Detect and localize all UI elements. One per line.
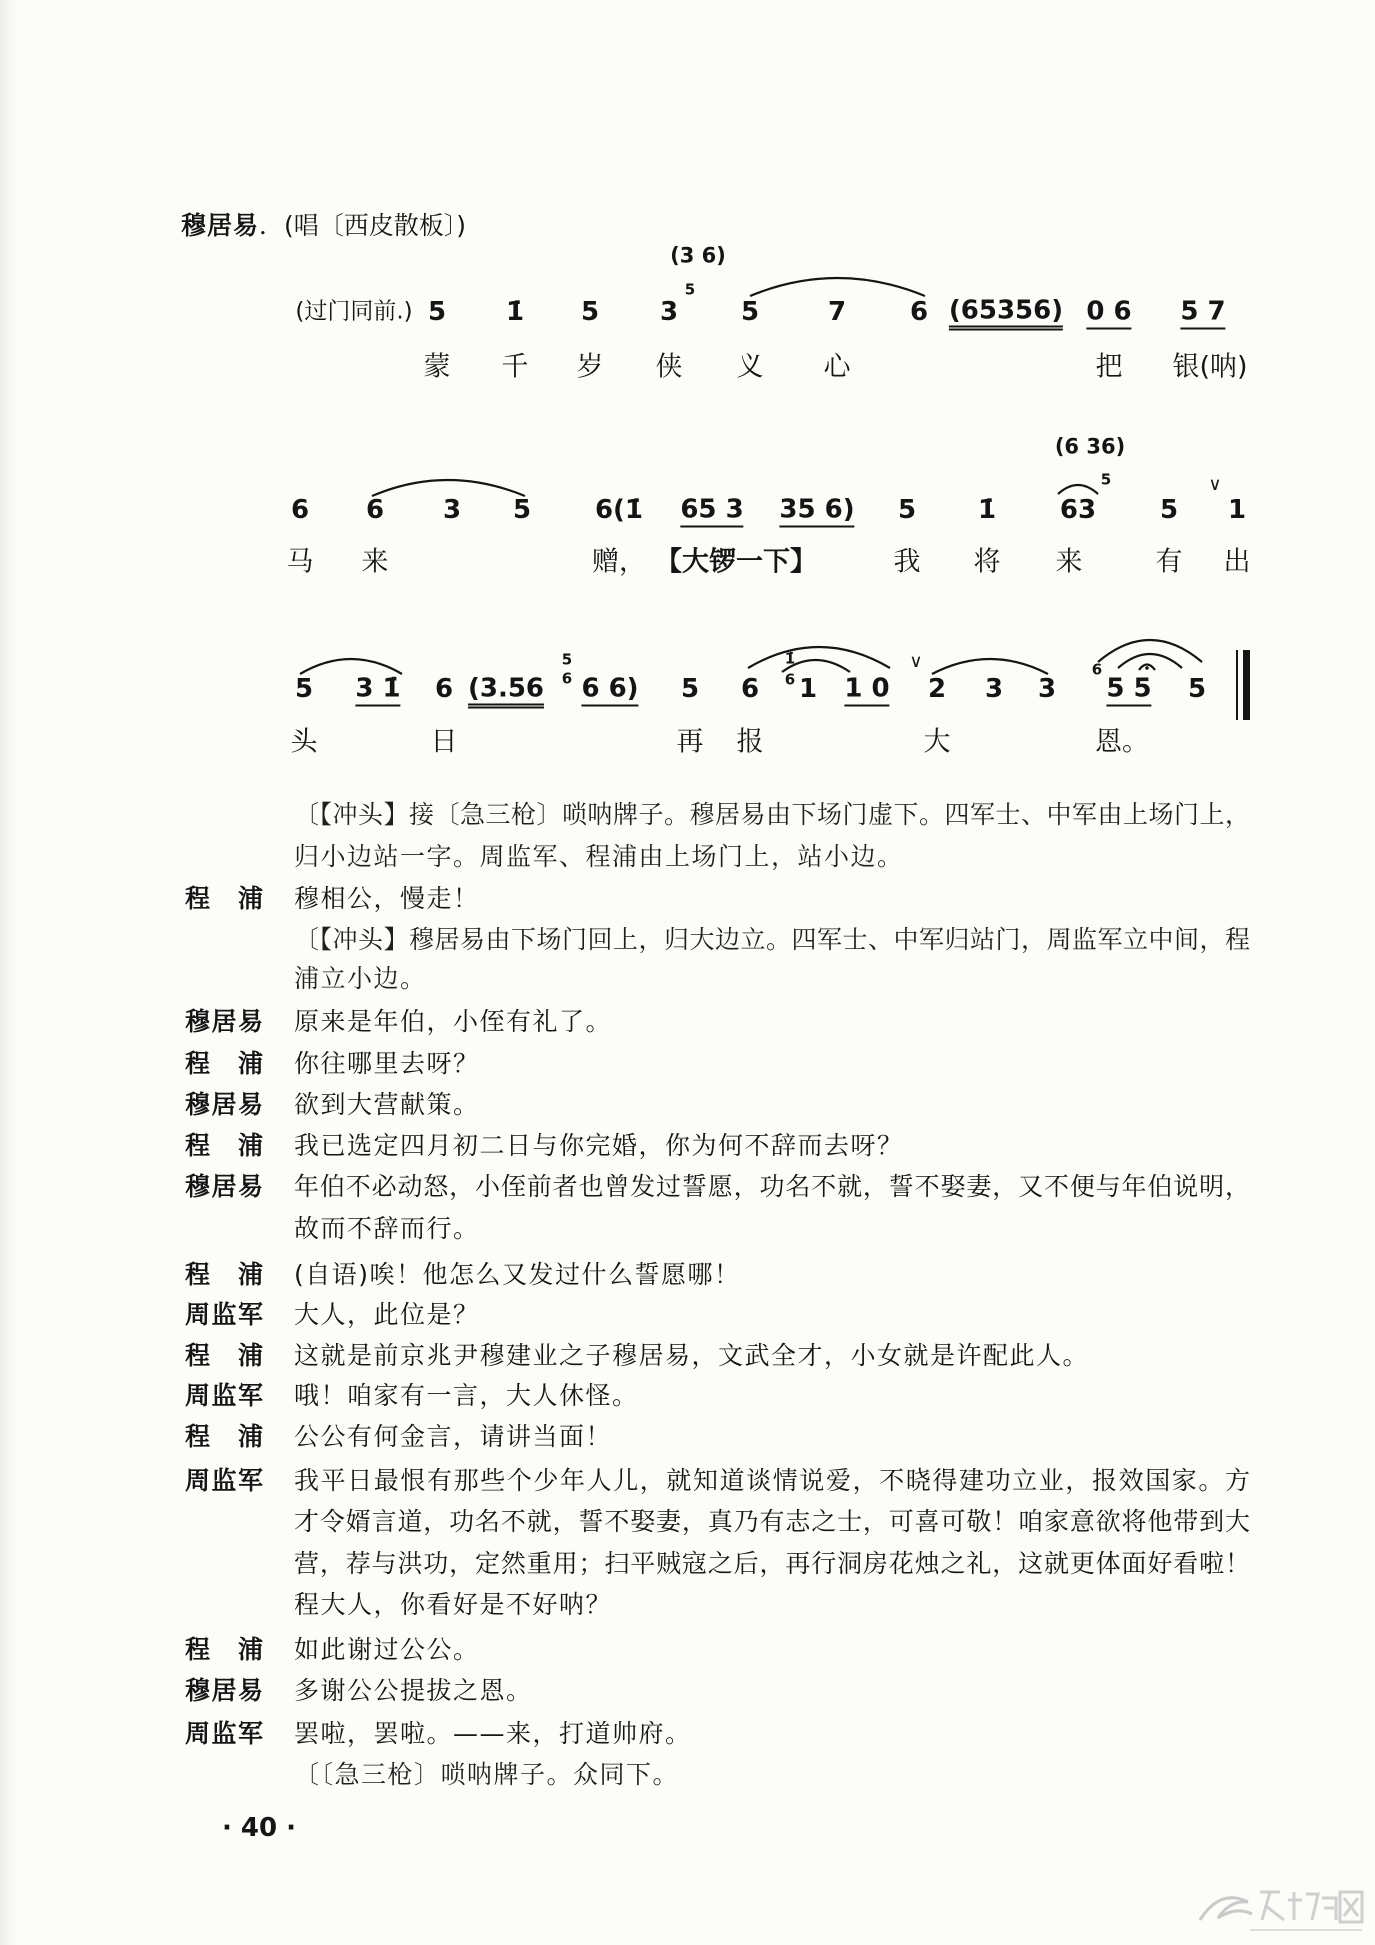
score-note-group: 35 6) xyxy=(779,497,854,528)
heading-speaker: 穆居易 xyxy=(181,211,260,240)
dialogue-line: 我已选定四月初二日与你完婚，你为何不辞而去呀？ xyxy=(294,1131,904,1160)
score-note: 6 xyxy=(290,495,310,525)
fermata-dot xyxy=(1145,666,1149,670)
dialogue-line: 故而不辞而行。 xyxy=(294,1214,480,1243)
dialogue-line: 原来是年伯，小侄有礼了。 xyxy=(294,1007,613,1036)
score-note-group: (3.56 xyxy=(468,676,544,709)
page-number: · 40 · xyxy=(222,1813,297,1843)
lyric: 头 xyxy=(290,726,318,758)
score-note: 6 xyxy=(365,495,385,525)
lyric: 心 xyxy=(823,351,851,383)
dialogue-line: 罢啦，罢啦。——来，打道帅府。 xyxy=(294,1719,692,1748)
aria-heading xyxy=(181,206,466,246)
score-note: 5 xyxy=(1159,495,1179,525)
grace-note: 5 xyxy=(1100,470,1112,489)
grace-note: 1̇ xyxy=(784,649,796,668)
score-note: 5 xyxy=(427,297,447,327)
lyric: 蒙 xyxy=(423,351,451,383)
dialogue-line: 穆相公，慢走！ xyxy=(294,884,480,913)
score-note: 3 xyxy=(984,674,1004,704)
lyric: 千 xyxy=(501,351,529,383)
grace-note: 6 xyxy=(784,670,796,689)
speaker-name: 程 浦 xyxy=(185,884,263,913)
slur xyxy=(1058,485,1098,494)
dialogue-line: 如此谢过公公。 xyxy=(294,1635,480,1664)
score-note-group: 63 xyxy=(1059,495,1097,525)
lyric: 恩。 xyxy=(1095,726,1149,758)
lyric: 报 xyxy=(736,726,764,758)
speaker-name: 程 浦 xyxy=(185,1341,263,1370)
speaker-name: 周监军 xyxy=(185,1466,263,1495)
lyric: 我 xyxy=(893,546,921,578)
breath-mark-icon: ∨ xyxy=(909,651,923,672)
lyric: 将 xyxy=(973,546,1001,578)
lyric: 马 xyxy=(286,546,314,578)
slur xyxy=(748,647,890,668)
score-note: 6 xyxy=(434,674,454,704)
stage-direction: 归小边站一字。周监军、程浦由上场门上，站小边。 xyxy=(294,842,904,871)
score-note: 5 xyxy=(294,674,314,704)
score-note: 3 xyxy=(442,495,462,525)
score-note: 5 xyxy=(580,297,600,327)
dialogue-line: 大人，此位是？ xyxy=(294,1300,480,1329)
dialogue-line: 欲到大营献策。 xyxy=(294,1090,480,1119)
score-note: 1̇ xyxy=(505,297,525,327)
lyric: 银(呐) xyxy=(1172,351,1248,383)
speaker-name: 穆居易 xyxy=(185,1090,263,1119)
score-note: 5 xyxy=(680,674,700,704)
grace-note: 5 xyxy=(684,280,696,299)
score-note-group: 0 6 xyxy=(1086,299,1131,330)
score-note-group: 6 6) xyxy=(581,676,638,707)
speaker-name: 穆居易 xyxy=(185,1007,263,1036)
lyric: 日 xyxy=(430,726,458,758)
lyric: 来 xyxy=(361,546,389,578)
speaker-name: 穆居易 xyxy=(185,1676,263,1705)
dialogue-line: 公公有何金言，请讲当面！ xyxy=(294,1422,613,1451)
stage-direction: 〔【冲头】穆居易由下场门回上，归大边立。四军士、中军归站门，周监军立中间，程 xyxy=(294,925,1250,954)
slur xyxy=(300,659,402,674)
speaker-name: 程 浦 xyxy=(185,1131,263,1160)
score-note: 1̇ xyxy=(977,495,997,525)
grace-note: 6 xyxy=(561,669,573,688)
score-note-group: 5 5 xyxy=(1106,676,1151,707)
dialogue-line: 我平日最恨有那些个少年人儿，就知道谈情说爱，不晓得建功立业，报效国家。方 xyxy=(294,1466,1250,1495)
dialogue-line: 多谢公公提拔之恩。 xyxy=(294,1676,533,1705)
score-note: 5 xyxy=(1187,674,1207,704)
stage-direction: 〔〔急三枪〕唢呐牌子。众同下。 xyxy=(294,1760,680,1789)
fermata-icon xyxy=(1139,665,1155,671)
slur xyxy=(932,659,1048,674)
lyric: 有 xyxy=(1155,546,1183,578)
dialogue-line: 哦！咱家有一言，大人休怪。 xyxy=(294,1381,639,1410)
score-note-group: 6(1̇ xyxy=(594,495,644,525)
lyric: 来 xyxy=(1055,546,1083,578)
dialogue-line: 才令婿言道，功名不就，誓不娶妻，真乃有志之士，可喜可敬！咱家意欲将他带到大 xyxy=(294,1507,1250,1536)
score-note: 5 xyxy=(512,495,532,525)
score-note: 1 xyxy=(798,674,818,704)
speaker-name: 穆居易 xyxy=(185,1172,263,1201)
heading-direction: ．(唱〔西皮散板〕) xyxy=(259,211,467,240)
lyric: 义 xyxy=(736,351,764,383)
speaker-name: 周监军 xyxy=(185,1719,263,1748)
stage-direction: 〔【冲头】接〔急三枪〕唢呐牌子。穆居易由下场门虚下。四军士、中军由上场门上， xyxy=(294,800,1250,829)
lyric: 把 xyxy=(1095,351,1123,383)
score-annotation: (6 36) xyxy=(1054,434,1126,459)
score-note: 6 xyxy=(740,674,760,704)
speaker-name: 周监军 xyxy=(185,1381,263,1410)
score-note-group: (65356) xyxy=(949,298,1063,331)
lyric: 再 xyxy=(676,726,704,758)
slur xyxy=(372,480,525,496)
score-note-group: 3 1̇ xyxy=(355,676,400,707)
barline-thick xyxy=(1243,650,1250,720)
lyric: 侠 xyxy=(655,351,683,383)
lyric: 出 xyxy=(1223,546,1251,578)
speaker-name: 程 浦 xyxy=(185,1635,263,1664)
lyric: 大 xyxy=(923,726,951,758)
score-note: 6 xyxy=(909,297,929,327)
score-prefix: (过门同前.) xyxy=(295,298,413,325)
score-note: 7 xyxy=(827,297,847,327)
speaker-name: 周监军 xyxy=(185,1300,263,1329)
dialogue-line: 年伯不必动怒，小侄前者也曾发过誓愿，功名不就，誓不娶妻，又不便与年伯说明， xyxy=(294,1172,1250,1201)
score-note-group: 1 0 xyxy=(844,676,889,707)
score-annotation: (3 6) xyxy=(670,243,726,268)
stage-direction: 浦立小边。 xyxy=(294,964,427,993)
dialogue-line: 这就是前京兆尹穆建业之子穆居易，文武全才，小女就是许配此人。 xyxy=(294,1341,1090,1370)
dialogue-line: 程大人，你看好是不好呐？ xyxy=(294,1590,613,1619)
grace-note: 6 xyxy=(1091,660,1103,679)
speaker-name: 程 浦 xyxy=(185,1260,263,1289)
slur xyxy=(1098,640,1202,662)
score-note: 5 xyxy=(897,495,917,525)
slur xyxy=(1118,654,1182,668)
score-note: 3 xyxy=(659,297,679,327)
dialogue-line: 营，荐与洪功，定然重用；扫平贼寇之后，再行洞房花烛之礼，这就更体面好看啦！ xyxy=(294,1549,1250,1578)
grace-note: 5 xyxy=(561,650,573,669)
lyric: 岁 xyxy=(576,351,604,383)
dialogue-line: (自语)唉！他怎么又发过什么誓愿哪！ xyxy=(294,1260,741,1289)
score-note: 2 xyxy=(927,674,947,704)
score-note: 3 xyxy=(1037,674,1057,704)
watermark-logo xyxy=(1190,1880,1370,1938)
percussion-cue: 【大锣一下】 xyxy=(655,546,817,578)
lyric: 赠， xyxy=(592,546,646,578)
barline-thin xyxy=(1236,650,1238,720)
breath-mark-icon: ∨ xyxy=(1208,474,1222,495)
score-note: 1 xyxy=(1227,495,1247,525)
score-note-group: 5 7 xyxy=(1180,299,1225,330)
dialogue-line: 你往哪里去呀？ xyxy=(294,1049,480,1078)
speaker-name: 程 浦 xyxy=(185,1422,263,1451)
speaker-name: 程 浦 xyxy=(185,1049,263,1078)
score-note: 5 xyxy=(740,297,760,327)
score-note-group: 65 3 xyxy=(680,497,743,528)
slur xyxy=(750,278,925,296)
